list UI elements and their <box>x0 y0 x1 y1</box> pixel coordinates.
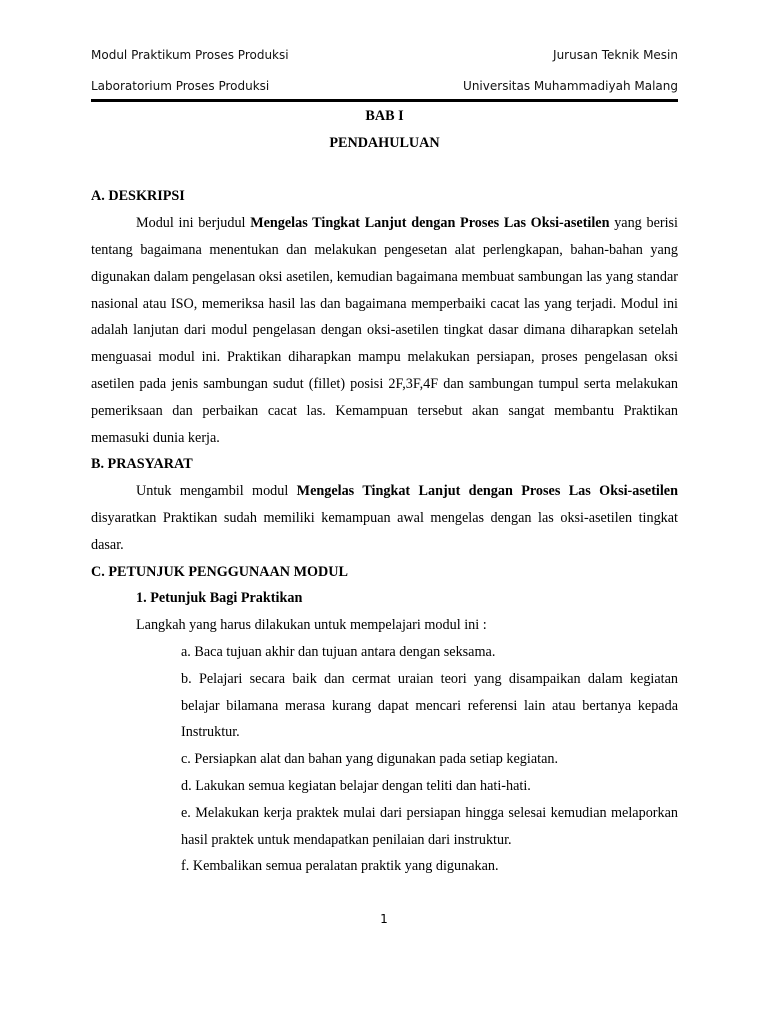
spacer <box>91 157 678 184</box>
section-c-subheading: 1. Petunjuk Bagi Praktikan <box>136 590 303 607</box>
list-item: f. Kembalikan semua peralatan praktik yang digunakan. <box>181 858 499 875</box>
list-item: e. Melakukan kerja praktek mulai dari persiapan hingga selesai kemudian melaporkan hasil praktek untuk mendapatkan penilaian dari instruktur. <box>181 804 678 848</box>
section-b-text-end: disyaratkan Praktikan sudah memiliki kemampuan awal mengelas dengan las oksi-asetilen tingkat dasar. <box>91 509 678 553</box>
header-module-title: Modul Praktikum Proses Produksi <box>91 48 289 62</box>
list-item: a. Baca tujuan akhir dan tujuan antara dengan seksama. <box>181 643 496 660</box>
header-university: Universitas Muhammadiyah Malang <box>463 79 678 93</box>
section-a-heading: A. DESKRIPSI <box>91 188 185 205</box>
header-bottom-row <box>91 77 678 95</box>
section-a-module-title: Mengelas Tingkat Lanjut dengan Proses Las Oksi-asetilen <box>250 215 610 232</box>
section-a-text-end: yang berisi tentang bagaimana menentukan dan melakukan pengesetan alat perlengkapan, bahan-bahan yang digunakan dalam pengelasan oksi asetilen, kemudian bagaimana membuat sambungan las yang standar nasional atau ISO, memeriksa hasil las dan bagaimana memperbaiki cacat las yang terjadi. Modul ini adalah lanjutan dari modul pengelasan dengan oksi-asetilen tingkat dasar dimana diharapkan setelah menguasai modul ini. Praktikan diharapkan mampu melakukan persiapan, proses pengelasan oksi asetilen pada jenis sambungan sudut (fillet) posisi 2F,3F,4F dan sambungan tumpul serta melakukan pemeriksaan dan perbaikan cacat las. Kemampuan tersebut akan sangat membantu Praktikan memasuki dunia kerja. <box>91 215 678 446</box>
list-item: d. Lakukan semua kegiatan belajar dengan teliti dan hati-hati. <box>181 777 531 794</box>
header-department: Jurusan Teknik Mesin <box>553 48 678 62</box>
section-b-paragraph <box>91 478 678 558</box>
list-item: b. Pelajari secara baik dan cermat uraian teori yang disampaikan dalam kegiatan belajar bilamana merasa kurang dapat mencari referensi lain atau bertanya kepada Instruktur. <box>181 670 678 741</box>
section-a-text-start: Modul ini berjudul <box>136 215 251 232</box>
section-c-intro: Langkah yang harus dilakukan untuk mempelajari modul ini : <box>136 617 487 634</box>
chapter-title: PENDAHULUAN <box>329 134 440 151</box>
header-top-row <box>91 46 678 64</box>
section-b-text-start: Untuk mengambil modul <box>136 483 297 500</box>
page-number: 1 <box>380 912 388 926</box>
header-divider <box>91 99 678 102</box>
chapter-label: BAB I <box>365 108 404 124</box>
instruction-list <box>91 639 678 880</box>
section-b-heading: B. PRASYARAT <box>91 456 193 473</box>
header-laboratory: Laboratorium Proses Produksi <box>91 79 270 93</box>
list-item: c. Persiapkan alat dan bahan yang digunakan pada setiap kegiatan. <box>181 751 559 768</box>
section-b-module-title: Mengelas Tingkat Lanjut dengan Proses Las Oksi-asetilen <box>296 483 678 500</box>
section-a-paragraph <box>91 210 678 451</box>
section-c-heading: C. PETUNJUK PENGGUNAAN MODUL <box>91 563 348 580</box>
document-body <box>91 103 678 880</box>
